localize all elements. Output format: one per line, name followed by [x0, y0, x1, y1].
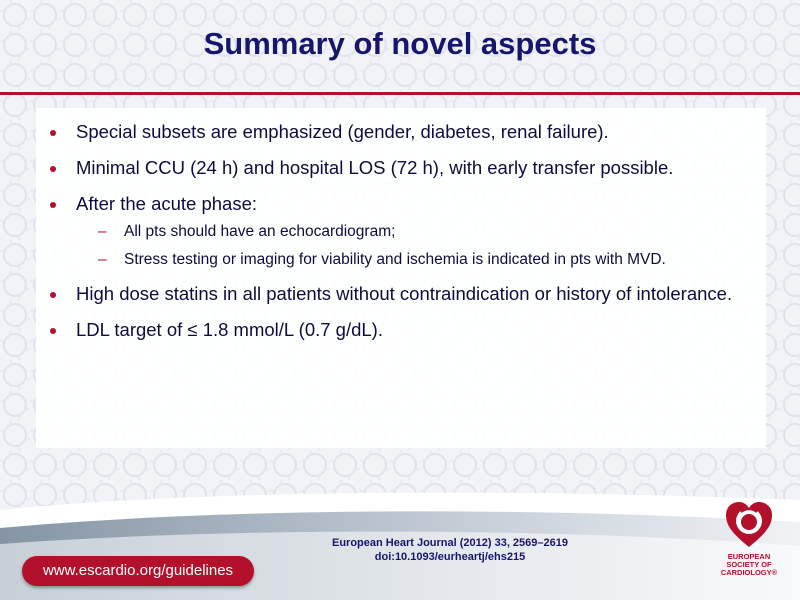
slide-title: Summary of novel aspects	[203, 26, 597, 61]
sub-bullet-item	[76, 250, 756, 270]
esc-logo	[706, 500, 792, 595]
dash-icon: –	[98, 251, 107, 268]
sub-bullet-text: Stress testing or imaging for viability and ischemia is indicated in pts with MVD.	[124, 251, 666, 268]
logo-line: SOCIETY OF	[726, 560, 772, 569]
bullet-item	[36, 156, 756, 180]
guidelines-url-link[interactable]: www.escardio.org/guidelines	[22, 556, 254, 586]
bullet-dot-icon	[50, 202, 56, 208]
heart-logo-icon	[723, 500, 775, 550]
bullet-text: High dose statins in all patients without contraindication or history of intolerance.	[76, 283, 733, 304]
bullet-text: Special subsets are emphasized (gender, diabetes, renal failure).	[76, 121, 609, 142]
content-panel	[36, 108, 766, 448]
bullet-item	[36, 192, 756, 270]
logo-line: EUROPEAN	[727, 552, 771, 561]
bullet-dot-icon	[50, 292, 56, 298]
sub-bullet-text: All pts should have an echocardiogram;	[124, 223, 396, 240]
bullet-text: After the acute phase:	[76, 193, 258, 214]
bullet-item	[36, 318, 756, 342]
bullet-text: LDL target of ≤ 1.8 mmol/L (0.7 g/dL).	[76, 319, 383, 340]
reference-line: European Heart Journal (2012) 33, 2569–2619	[331, 537, 568, 549]
sub-bullet-item	[76, 222, 756, 242]
bullet-dot-icon	[50, 166, 56, 172]
bullet-item	[36, 282, 756, 306]
bullet-dot-icon	[50, 130, 56, 136]
reference-line: doi:10.1093/eurheartj/ehs215	[374, 551, 526, 563]
logo-text	[706, 553, 792, 577]
bullet-dot-icon	[50, 328, 56, 334]
sub-bullet-list	[76, 222, 756, 270]
bullet-item	[36, 120, 756, 144]
bullet-text: Minimal CCU (24 h) and hospital LOS (72 h), with early transfer possible.	[76, 157, 674, 178]
dash-icon: –	[98, 223, 107, 240]
bullet-list	[36, 120, 756, 354]
journal-reference	[300, 536, 600, 564]
logo-line: CARDIOLOGY®	[720, 568, 778, 577]
title-rule	[0, 92, 800, 95]
